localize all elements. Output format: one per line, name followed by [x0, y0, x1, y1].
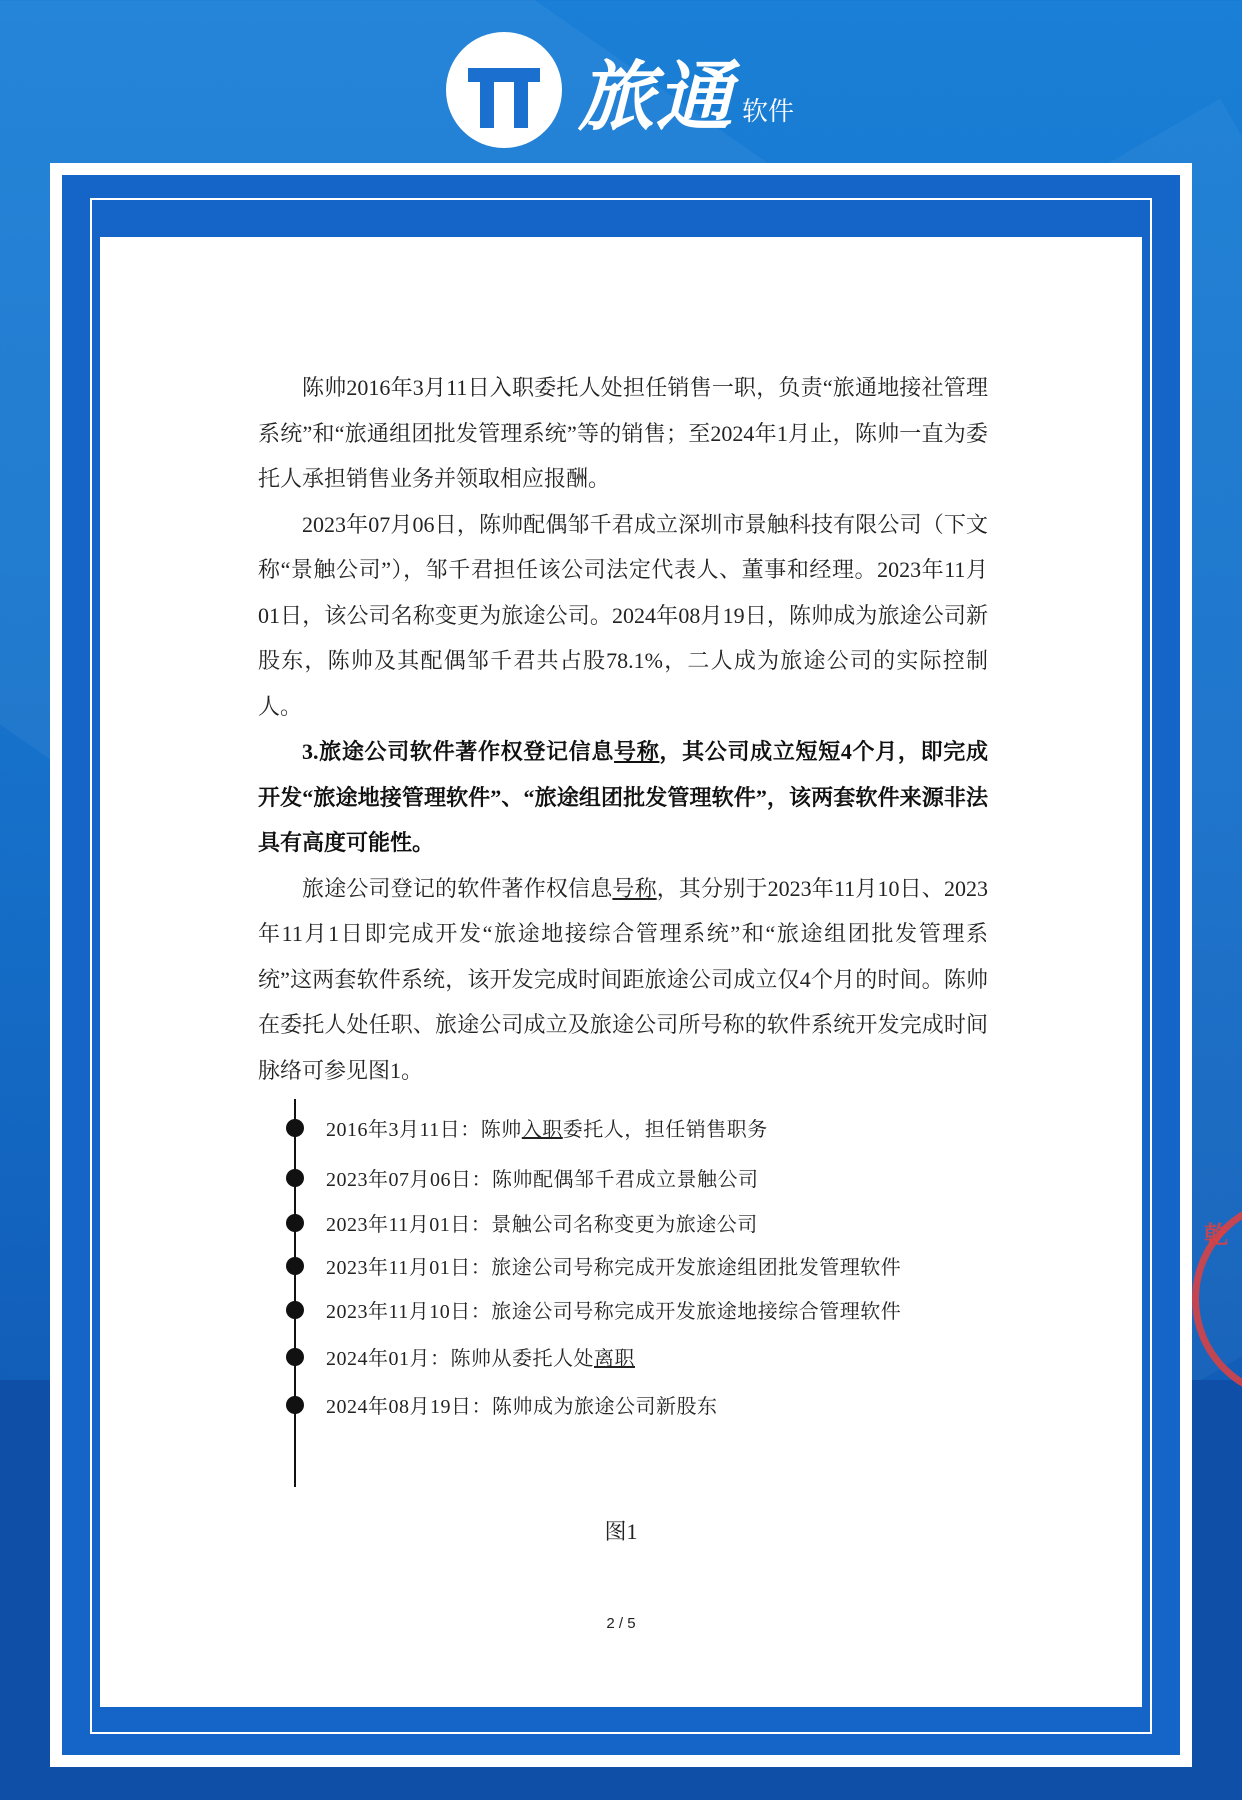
paragraph — [258, 365, 988, 502]
timeline-bullet-icon — [286, 1169, 304, 1187]
document-page — [100, 237, 1228, 1707]
timeline-text-part: 2024年01月：陈帅从委托人处 — [326, 1348, 594, 1370]
seal-stamp — [1192, 1197, 1242, 1397]
timeline-item — [286, 1208, 758, 1237]
timeline-bullet-icon — [286, 1119, 304, 1137]
timeline-item — [286, 1113, 768, 1142]
timeline-text — [326, 1163, 759, 1192]
timeline-text-part: 2023年07月06日：陈帅配偶邹千君成立景触公司 — [326, 1169, 759, 1191]
paragraph-text: ，其分别于2023年11月10日、2023年11月1日即完成开发“旅途地接综合管理系统”和“旅途组团批发管理系统”这两套软件系统，该开发完成时间距旅途公司成立仅4个月的时间。陈帅在委托人处任职、旅途公司成立及旅途公司所号称的软件系统开发完成时间脉络可参见图1。 — [258, 875, 988, 1083]
timeline-item — [286, 1342, 635, 1371]
timeline-text — [326, 1342, 635, 1371]
timeline-text — [326, 1113, 768, 1142]
brand-logo — [446, 30, 794, 150]
timeline-text — [326, 1251, 901, 1280]
paragraph — [258, 866, 988, 1094]
underlined-text: 入职 — [521, 1119, 563, 1141]
paragraph-text: ，其公司成立短短4个月，即完成开发“旅途地接管理软件”、“旅途组团批发管理软件”，该两套软件来源非法具有高度可能性。 — [258, 739, 988, 855]
underlined-text: 号称 — [612, 875, 657, 901]
timeline-bullet-icon — [286, 1396, 304, 1414]
timeline-text — [326, 1295, 901, 1324]
paragraph-text: 2023年07月06日，陈帅配偶邹千君成立深圳市景触科技有限公司（下文称“景触公司”），邹千君担任该公司法定代表人、董事和经理。2023年11月01日，该公司名称变更为旅途公司。2024年08月19日，陈帅成为旅途公司新股东，陈帅及其配偶邹千君共占股78.1%，二人成为旅途公司的实际控制人。 — [258, 511, 988, 719]
brand-suffix: 软件 — [742, 97, 795, 127]
paragraph-text: 旅途公司登记的软件著作权信息 — [302, 875, 613, 901]
timeline-item — [286, 1251, 901, 1280]
timeline-bullet-icon — [286, 1257, 304, 1275]
timeline-text-part: 2016年3月11日：陈帅 — [326, 1119, 522, 1141]
timeline-text — [326, 1208, 758, 1237]
underlined-text: 号称 — [614, 739, 660, 764]
paragraph-text: 陈帅2016年3月11日入职委托人处担任销售一职，负责“旅通地接社管理系统”和“旅通组团批发管理系统”等的销售；至2024年1月止，陈帅一直为委托人承担销售业务并领取相应报酬。 — [258, 375, 988, 491]
underlined-text: 离职 — [594, 1348, 635, 1370]
document-body — [258, 365, 988, 1093]
paragraph — [258, 729, 988, 866]
brand-name: 旅通 — [578, 51, 734, 141]
timeline-bullet-icon — [286, 1301, 304, 1319]
page-number: 2 / 5 — [606, 1615, 636, 1632]
seal-character: 乾 — [1204, 1221, 1228, 1249]
paragraph — [258, 502, 988, 730]
timeline-item — [286, 1163, 759, 1192]
timeline-axis — [294, 1099, 296, 1487]
timeline-bullet-icon — [286, 1214, 304, 1232]
timeline-text-part: 2023年11月10日：旅途公司号称完成开发旅途地接综合管理软件 — [326, 1301, 902, 1323]
timeline-item — [286, 1295, 901, 1324]
logo-mark-icon — [446, 32, 562, 148]
timeline-figure — [258, 1099, 978, 1487]
timeline-text — [326, 1390, 718, 1419]
figure-caption: 图1 — [604, 1519, 638, 1544]
timeline-text-part: 委托人，担任销售职务 — [562, 1119, 768, 1141]
timeline-item — [286, 1390, 718, 1419]
timeline-bullet-icon — [286, 1348, 304, 1366]
timeline-text-part: 2024年08月19日：陈帅成为旅途公司新股东 — [326, 1396, 718, 1418]
paragraph-text: 3.旅途公司软件著作权登记信息 — [302, 739, 615, 764]
timeline-text-part: 2023年11月01日：景触公司名称变更为旅途公司 — [326, 1214, 758, 1236]
timeline-text-part: 2023年11月01日：旅途公司号称完成开发旅途组团批发管理软件 — [326, 1257, 902, 1279]
